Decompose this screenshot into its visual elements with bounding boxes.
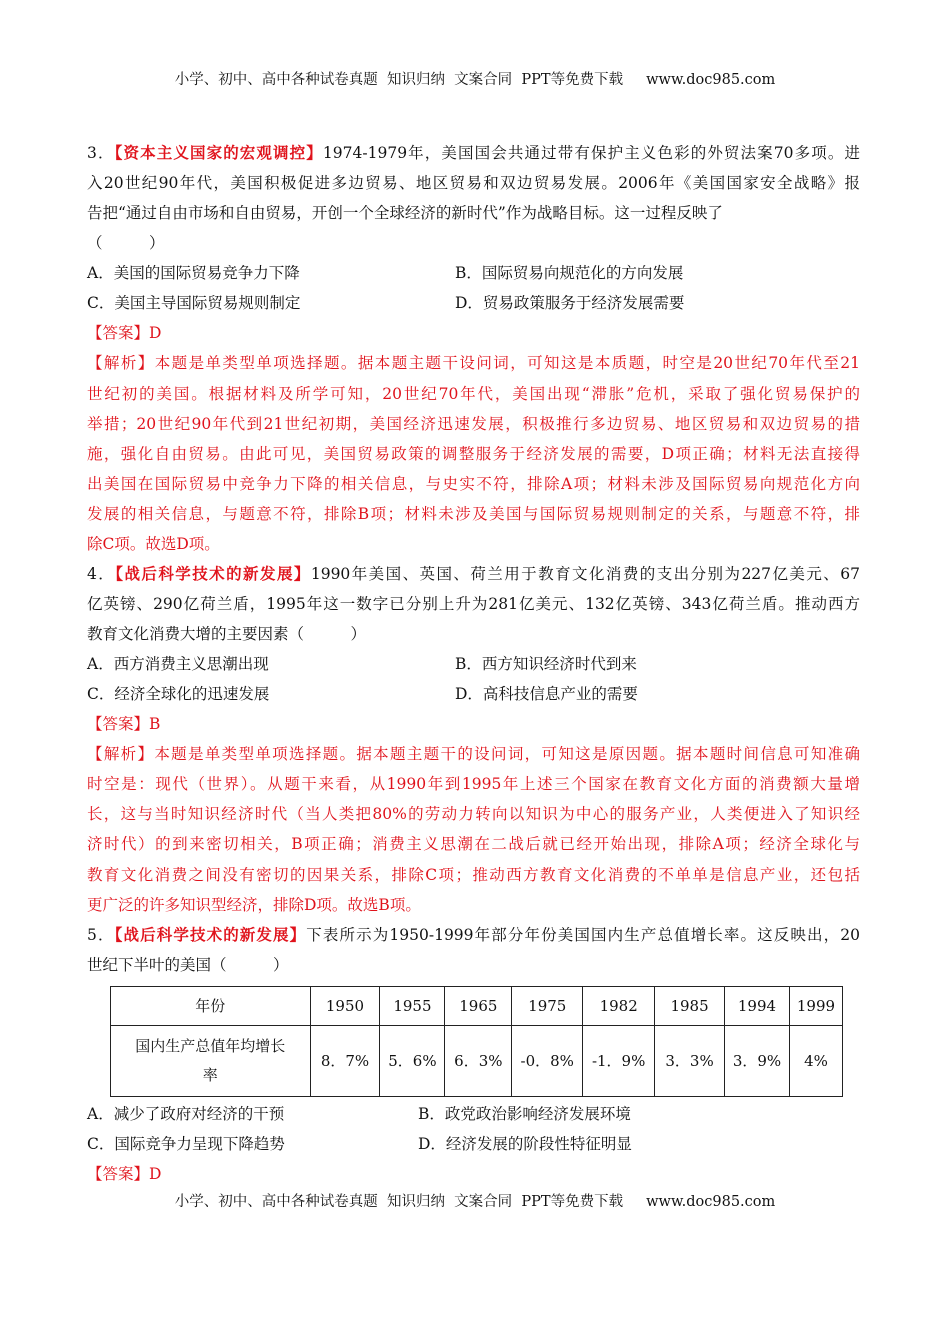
- q4-analysis-line: 时空是：现代（世界）。从题干来看，从1990年到1995年上述三个国家在教育文化方面的消费额大量增: [87, 775, 860, 794]
- q3-analysis-line: 发展的相关信息，与题意不符，排除B项；材料未涉及美国与国际贸易规则制定的关系，与题意不符，排: [87, 504, 860, 523]
- table-row: [111, 1025, 843, 1096]
- q3-analysis-line: 举措；20世纪90年代到21世纪初期，美国经济迅速发展，积极推行多边贸易、地区贸易和双边贸易的措: [87, 414, 860, 433]
- year-cell: 1965: [445, 986, 512, 1025]
- q5-stem-line: 世纪下半叶的美国（ ）: [87, 955, 289, 974]
- q3-analysis-line: 施，强化自由贸易。由此可见，美国贸易政策的调整服务于经济发展的需要，D项正确；材料无法直接得: [87, 444, 860, 463]
- analysis-label: 【解析】: [87, 354, 155, 373]
- header-label: 年份: [111, 986, 311, 1025]
- q3-analysis-line: 出美国在国际贸易中竞争力下降的相关信息，与史实不符，排除A项；材料未涉及国际贸易向规范化方向: [87, 474, 860, 493]
- row-label-line: 率: [202, 1065, 218, 1084]
- q4-analysis-line: 更广泛的许多知识型经济，排除D项。故选B项。: [87, 895, 421, 914]
- option-b: B．国际贸易向规范化的方向发展: [455, 264, 684, 283]
- option-a: A．减少了政府对经济的干预: [87, 1104, 285, 1123]
- q5-answer: [87, 1159, 860, 1189]
- q4-stem-line: 亿英镑、290亿荷兰盾，1995年这一数字已分别上升为281亿美元、132亿英镑、343亿荷兰盾。推动西方: [87, 594, 860, 613]
- gdp-growth-table: [110, 986, 843, 1097]
- document-body: [87, 138, 860, 1189]
- question-number: 5．: [87, 925, 115, 944]
- row-label: [111, 1025, 311, 1096]
- stem-text: 1990年美国、英国、荷兰用于教育文化消费的支出分别为227亿美元、67: [310, 564, 860, 583]
- q3-analysis-line: 除C项。故选D项。: [87, 534, 220, 553]
- option-c: C．国际竞争力呈现下降趋势: [87, 1134, 285, 1153]
- value-cell: 3．3%: [655, 1025, 725, 1096]
- q3-analysis-line: [87, 348, 860, 378]
- page-header: 小学、初中、高中各种试卷真题 知识归纳 文案合同 PPT等免费下载 www.doc985.com: [174, 72, 776, 88]
- value-cell: 4%: [789, 1025, 842, 1096]
- q3-options-row: [87, 258, 860, 288]
- question-topic: 【资本主义国家的宏观调控】: [114, 143, 323, 162]
- value-cell: 3．9%: [725, 1025, 790, 1096]
- value-cell: -0．8%: [512, 1025, 583, 1096]
- answer-label: 【答案】: [87, 324, 150, 343]
- option-a: A．美国的国际贸易竞争力下降: [87, 264, 300, 283]
- answer-label: 【答案】: [87, 715, 150, 734]
- year-cell: 1975: [512, 986, 583, 1025]
- page-footer: 小学、初中、高中各种试卷真题 知识归纳 文案合同 PPT等免费下载 www.doc985.com: [174, 1194, 776, 1210]
- year-cell: 1994: [725, 986, 790, 1025]
- year-cell: 1999: [789, 986, 842, 1025]
- answer-label: 【答案】: [87, 1164, 150, 1183]
- q4-analysis-line: [87, 739, 860, 769]
- q3-answer: [87, 318, 860, 348]
- question-number: 3．: [87, 144, 115, 162]
- stem-text: 1974-1979年，美国国会共通过带有保护主义色彩的外贸法案70多项。进: [322, 144, 860, 162]
- q4-options-row: [87, 649, 860, 679]
- option-b: B．政党政治影响经济发展环境: [418, 1104, 631, 1123]
- q4-analysis-line: 教育文化消费之间没有密切的因果关系，排除C项；推动西方教育文化消费的不单单是信息产业，还包括: [87, 865, 860, 884]
- table-header-row: [111, 986, 843, 1025]
- year-cell: 1985: [655, 986, 725, 1025]
- value-cell: 5．6%: [380, 1025, 445, 1096]
- q3-stem-line: 入20世纪90年代，美国积极促进多边贸易、地区贸易和双边贸易发展。2006年《美国国家安全战略》报: [87, 174, 860, 193]
- analysis-text: 本题是单类型单项选择题。据本题主题干的设问词，可知这是原因题。据本题时间信息可知准确: [154, 745, 860, 764]
- year-cell: 1982: [583, 986, 655, 1025]
- stem-text: 下表所示为1950-1999年部分年份美国国内生产总值增长率。这反映出，20: [306, 925, 860, 944]
- question-topic: 【战后科学技术的新发展】: [115, 563, 311, 583]
- question-number: 4．: [87, 564, 116, 583]
- answer-value: B: [149, 715, 161, 734]
- option-c: C．经济全球化的迅速发展: [87, 685, 270, 704]
- q4-options-row: [87, 679, 860, 709]
- option-c: C．美国主导国际贸易规则制定: [87, 294, 301, 313]
- q3-analysis-line: 世纪初的美国。根据材料及所学可知，20世纪70年代，美国出现“滞胀”危机，采取了强化贸易保护的: [87, 384, 860, 403]
- q4-analysis-line: 济时代）的到来密切相关，B项正确；消费主义思潮在二战后就已经开始出现，排除A项；经济全球化与: [87, 835, 860, 854]
- q4-analysis-line: 长，这与当时知识经济时代（当人类把80%的劳动力转向以知识为中心的服务产业，人类便进入了知识经: [87, 805, 860, 824]
- value-cell: 8．7%: [310, 1025, 380, 1096]
- value-cell: -1．9%: [583, 1025, 655, 1096]
- q5-options-row: [87, 1129, 860, 1159]
- option-a: A．西方消费主义思潮出现: [87, 655, 269, 674]
- q3-answer-blank: （ ）: [87, 234, 165, 253]
- option-d: D．高科技信息产业的需要: [455, 685, 638, 704]
- option-b: B．西方知识经济时代到来: [455, 655, 637, 674]
- analysis-label: 【解析】: [87, 745, 155, 764]
- q5-stem-line: [87, 920, 860, 950]
- question-topic: 【战后科学技术的新发展】: [114, 924, 307, 944]
- q3-stem-line: [87, 138, 860, 168]
- q4-answer: [87, 709, 860, 739]
- q4-stem-line: 教育文化消费大增的主要因素（ ）: [87, 625, 367, 643]
- answer-value: D: [149, 1164, 162, 1183]
- analysis-text: 本题是单类型单项选择题。据本题主题干设问词，可知这是本质题，时空是20世纪70年代至21: [154, 354, 860, 373]
- q3-stem-line: 告把“通过自由市场和自由贸易，开创一个全球经济的新时代”作为战略目标。这一过程反映了: [87, 204, 723, 223]
- q5-options-row: [87, 1099, 860, 1129]
- q4-stem-line: [87, 559, 860, 589]
- year-cell: 1955: [380, 986, 445, 1025]
- answer-value: D: [149, 324, 162, 343]
- row-label-line: 国内生产总值年均增长: [135, 1036, 286, 1055]
- q3-options-row: [87, 288, 860, 318]
- value-cell: 6．3%: [445, 1025, 512, 1096]
- option-d: D．贸易政策服务于经济发展需要: [455, 294, 685, 313]
- option-d: D．经济发展的阶段性特征明显: [418, 1134, 632, 1153]
- year-cell: 1950: [310, 986, 380, 1025]
